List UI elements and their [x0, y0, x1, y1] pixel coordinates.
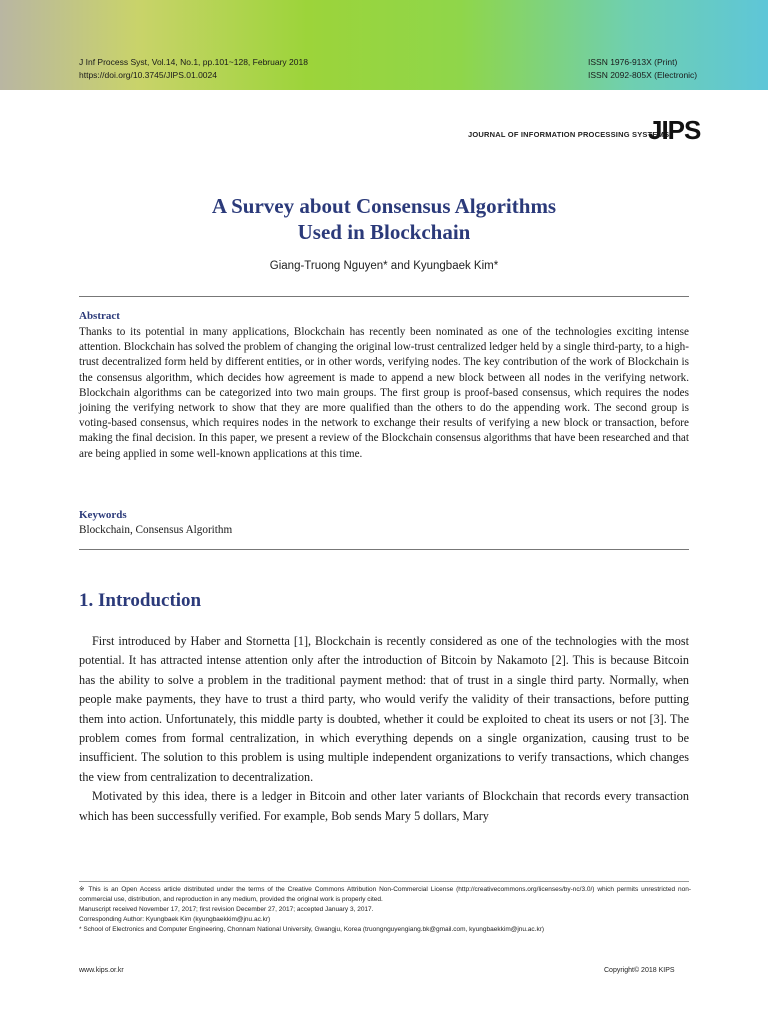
- footer-copyright: Copyright© 2018 KIPS: [604, 967, 675, 974]
- introduction-body: [79, 632, 689, 826]
- footnotes: [79, 885, 691, 935]
- paper-title-line2: Used in Blockchain: [297, 220, 471, 244]
- authors: Giang-Truong Nguyen* and Kyungbaek Kim*: [269, 260, 499, 272]
- abstract-heading: Abstract: [79, 310, 120, 322]
- journal-name: JOURNAL OF INFORMATION PROCESSING SYSTEMS: [468, 130, 670, 139]
- abstract-text: Thanks to its potential in many applications, Blockchain has recently been nominated as one of the technologies exciting intense attention. Blockchain has solved the problem of changing the original low-trust centralized ledger held by a single third-party, to a high-trust decentralized form held by different entities, or in other words, verifying nodes. The key contribution of the work of Blockchain is the consensus algorithm, which decides how agreement is made to append a new block between all nodes in the verifying network. Blockchain algorithms can be categorized into two main groups. The first group is proof-based consensus, which requires the nodes joining the verifying network to show that they are more qualified than the others to do the appending work. The second group is voting-based consensus, which requires nodes in the network to exchange their results of verifying a new block or transaction, before making the final decision. In this paper, we present a review of the Blockchain consensus algorithms that have been researched and that are being applied in some well-known applications at this time.: [79, 326, 689, 460]
- keywords-text: Blockchain, Consensus Algorithm: [79, 524, 233, 536]
- paper-title-line1: A Survey about Consensus Algorithms: [211, 194, 557, 218]
- license-note: ※ This is an Open Access article distributed under the terms of the Creative Commons Attribution Non-Commercial License (http://creativecommons.org/licenses/by-nc/3.0/) which permits unrestricted non-commercial use, distribution, and reproduction in any medium, provided the original work is properly cited.: [79, 886, 691, 903]
- intro-paragraph-1: First introduced by Haber and Stornetta [1], Blockchain is recently considered as one of the technologies with the most potential. It has attracted intense attention only after the introduction of Bitcoin by Nakamoto [2]. This is because Bitcoin has the ability to solve a problem in the traditional payment method: that of trust in a single third party. Normally, when people make payments, they have to trust a third party, who would verify the validity of their transactions, before putting them into action. Unfortunately, this middle party is doubted, whether it could be exploited to cheat its users or not [3]. The problem comes from formal centralization, in which everything depends on a single organization, causing trust to be insufficient. The solution to this problem is using multiple independent organizations to verify transactions, which changes the view from centralization to decentralization.: [79, 634, 689, 784]
- footer-website[interactable]: www.kips.or.kr: [79, 967, 124, 974]
- author-affiliation: * School of Electronics and Computer Engineering, Chonnam National University, Gwangju, Korea (truongnguyengiang.bk@gmail.com, kyungbaekkim@jnu.ac.kr): [79, 926, 545, 933]
- manuscript-dates: Manuscript received November 17, 2017; first revision December 27, 2017; accepted January 3, 2017.: [79, 906, 374, 913]
- corresponding-author: Corresponding Author: Kyungbaek Kim (kyungbaekkim@jnu.ac.kr): [79, 916, 271, 923]
- jips-logo: JIPS: [648, 115, 701, 145]
- header-banner: [0, 0, 768, 90]
- citation-line: J Inf Process Syst, Vol.14, No.1, pp.101~128, February 2018: [79, 57, 308, 67]
- doi-link[interactable]: https://doi.org/10.3745/JIPS.01.0024: [79, 70, 217, 80]
- issn-print: ISSN 1976-913X (Print): [588, 57, 678, 67]
- divider-bottom: [79, 549, 689, 550]
- introduction-heading: 1. Introduction: [79, 590, 202, 611]
- intro-paragraph-2: Motivated by this idea, there is a ledger in Bitcoin and other later variants of Blockchain that records every transaction which has been successfully verified. For example, Bob sends Mary 5 dollars, Mary: [79, 789, 689, 823]
- divider-top: [79, 296, 689, 297]
- footnote-divider: [79, 881, 689, 882]
- keywords-heading: Keywords: [79, 509, 127, 521]
- issn-electronic: ISSN 2092-805X (Electronic): [588, 70, 698, 80]
